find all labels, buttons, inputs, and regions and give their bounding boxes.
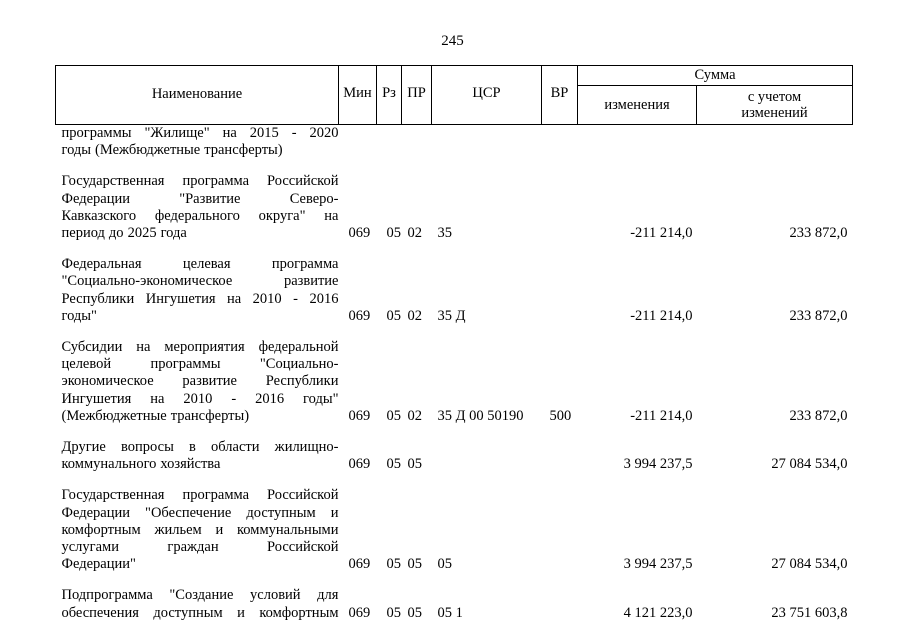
row-pr: 02: [407, 225, 422, 242]
row-total: 233 872,0: [789, 225, 848, 242]
row-name-word: годы: [61, 142, 92, 159]
row-name-word: Федерации: [61, 504, 130, 521]
row-spacer: [56, 473, 853, 487]
row-name-word: доступным: [153, 604, 223, 621]
page-number: 245: [441, 33, 464, 49]
row-csr: 35: [437, 225, 452, 242]
row-pr: 05: [407, 556, 422, 573]
row-pr: 05: [407, 456, 422, 473]
row-name-word: -: [291, 125, 297, 141]
row-name-word: программа: [182, 487, 250, 504]
row-name-line: [62, 456, 339, 473]
row-name-word: обеспечения: [61, 604, 139, 621]
row-name: [56, 125, 339, 160]
row-spacer: [56, 425, 853, 439]
table-row: [56, 487, 853, 573]
header-rz: Рз: [377, 66, 402, 125]
row-change: 3 994 237,5: [623, 556, 693, 573]
row-name-word: "Социально-экономическое: [61, 273, 233, 290]
row-name-line: [62, 505, 339, 522]
table-header: [56, 66, 853, 125]
row-vr: [542, 487, 578, 573]
row-change: 4 121 223,0: [623, 604, 693, 621]
row-name-word: доступным: [246, 504, 316, 521]
row-name-word: Республики: [61, 290, 135, 307]
row-name-word: годы": [61, 307, 97, 324]
row-name-word: "Обеспечение: [145, 504, 232, 521]
row-name-word: программы: [61, 125, 132, 141]
row-name-word: трансферты): [204, 142, 283, 159]
row-name-line: [62, 142, 339, 159]
row-name-word: "Жилище": [144, 125, 210, 141]
row-name-word: -: [231, 390, 237, 407]
row-pr: 02: [407, 307, 422, 324]
header-change: изменения: [578, 86, 697, 125]
row-name-word: "Создание: [169, 587, 234, 604]
row-name-line: [62, 391, 339, 408]
budget-table: [55, 65, 853, 622]
row-name-line: [62, 191, 339, 208]
row-rz: 05: [386, 556, 401, 573]
row-rz: 05: [386, 225, 401, 242]
row-total: 233 872,0: [789, 307, 848, 324]
row-name-line: [62, 556, 339, 573]
row-name-word: комфортным: [61, 521, 141, 538]
row-name-word: и: [237, 604, 245, 621]
row-name-word: целевая: [182, 256, 231, 273]
row-name-word: период: [61, 225, 105, 242]
row-name-word: 2020: [309, 125, 339, 141]
row-name-line: [62, 256, 339, 273]
header-vr: ВР: [542, 66, 578, 125]
row-csr: 35 Д 00 50190: [437, 407, 524, 424]
row-name-line: [62, 173, 339, 190]
row-name-word: Федерации: [61, 190, 130, 207]
row-name: [56, 339, 339, 425]
row-name-word: хозяйства: [160, 456, 221, 473]
row-name-word: и: [330, 504, 339, 521]
row-name-word: Российской: [267, 539, 339, 556]
row-rz: 05: [386, 407, 401, 424]
row-name-line: [62, 125, 339, 142]
row-name-line: [62, 587, 339, 604]
row-name: [56, 587, 339, 621]
row-name-word: федерального: [154, 207, 240, 224]
row-change: [578, 125, 697, 160]
row-name-word: Ингушетия: [145, 290, 216, 307]
row-min: 069: [348, 407, 371, 424]
row-name-line: [62, 356, 339, 373]
row-name-word: года: [160, 225, 187, 242]
row-name: [56, 439, 339, 473]
header-csr: ЦСР: [432, 66, 542, 125]
row-name-line: [62, 208, 339, 225]
row-name-word: (Межбюджетные: [95, 142, 201, 159]
row-total: 23 751 603,8: [771, 604, 848, 621]
row-change: -211 214,0: [630, 407, 693, 424]
row-change: 3 994 237,5: [623, 456, 693, 473]
row-spacer: [56, 242, 853, 256]
row-name-word: Российской: [267, 487, 339, 504]
row-name-word: развитие: [283, 273, 339, 290]
row-name-word: 2016: [309, 290, 339, 307]
row-name-line: [62, 539, 339, 556]
row-rz: 05: [386, 604, 401, 621]
row-name-word: Государственная: [61, 487, 165, 504]
row-name-word: на: [222, 125, 237, 141]
row-name-word: коммунальными: [237, 521, 339, 538]
row-change: -211 214,0: [630, 225, 693, 242]
row-name-word: программы: [150, 356, 221, 373]
table-row: [56, 587, 853, 621]
row-name-word: для: [317, 587, 339, 604]
row-name-word: 2015: [249, 125, 279, 141]
row-min: 069: [348, 556, 371, 573]
row-name-word: жилищно-: [274, 439, 339, 456]
row-total: 27 084 534,0: [771, 556, 848, 573]
row-name-line: [62, 605, 339, 622]
row-total: [697, 125, 853, 160]
row-name-word: в: [188, 439, 196, 456]
row-name-word: Федерации": [61, 556, 136, 573]
row-pr: 02: [407, 407, 422, 424]
header-pr: ПР: [402, 66, 432, 125]
row-spacer: [56, 573, 853, 587]
row-name-word: Субсидии: [61, 339, 123, 356]
row-name-word: до: [108, 225, 124, 242]
row-name-word: программа: [271, 256, 339, 273]
row-rz: 05: [386, 456, 401, 473]
row-name-word: федеральной: [258, 339, 339, 356]
row-vr: 500: [549, 407, 572, 424]
row-name-word: "Развитие: [179, 190, 241, 207]
row-name-word: Российской: [267, 173, 339, 190]
row-name-line: [62, 308, 339, 325]
row-name-line: [62, 487, 339, 504]
row-name-line: [62, 373, 339, 390]
row-name-word: на: [150, 390, 165, 407]
row-name-word: и: [215, 521, 224, 538]
row-name-word: Другие: [61, 439, 106, 456]
row-change: -211 214,0: [630, 307, 693, 324]
row-min: 069: [348, 456, 371, 473]
row-name-word: Государственная: [61, 173, 165, 190]
row-name-word: жильем: [154, 521, 202, 538]
row-spacer: [56, 159, 853, 173]
row-name-word: области: [211, 439, 260, 456]
row-name-word: мероприятия: [164, 339, 245, 356]
row-name-word: условий: [250, 587, 301, 604]
row-csr: 05: [437, 556, 452, 573]
row-pr: 05: [407, 604, 422, 621]
row-rz: 05: [386, 307, 401, 324]
row-name-word: Федеральная: [61, 256, 142, 273]
row-name-word: округа": [258, 207, 306, 224]
table-row: [56, 256, 853, 325]
row-name-word: на: [324, 207, 339, 224]
row-name-word: 2025: [127, 225, 157, 242]
row-name-word: 2010: [183, 390, 213, 407]
row-name-word: целевой: [61, 356, 112, 373]
row-name-line: [62, 439, 339, 456]
row-name-word: годы": [303, 390, 339, 407]
table-row: [56, 173, 853, 242]
table-row: [56, 125, 853, 160]
row-name-word: на: [136, 339, 151, 356]
row-rz: [377, 125, 402, 160]
row-name-word: комфортным: [259, 604, 339, 621]
row-name-word: услугами: [61, 539, 119, 556]
row-name-line: [62, 408, 339, 425]
row-name-word: Республики: [265, 373, 339, 390]
row-vr: [542, 173, 578, 242]
row-min: 069: [348, 225, 371, 242]
row-total: 27 084 534,0: [771, 456, 848, 473]
header-with-change: [697, 86, 853, 125]
row-name-word: программа: [182, 173, 250, 190]
row-name-line: [62, 339, 339, 356]
row-name-word: Ингушетия: [61, 390, 132, 407]
table-body: [56, 125, 853, 622]
row-name: [56, 173, 339, 242]
row-vr: [542, 256, 578, 325]
row-name-word: развитие: [182, 373, 237, 390]
row-name-word: Подпрограмма: [61, 587, 153, 604]
row-pr: [402, 125, 432, 160]
row-vr: [542, 125, 578, 160]
row-name-word: Кавказского: [61, 207, 137, 224]
row-name-line: [62, 291, 339, 308]
row-min: 069: [348, 307, 371, 324]
header-min: Мин: [339, 66, 377, 125]
row-name-word: граждан: [167, 539, 219, 556]
table-row: [56, 339, 853, 425]
row-vr: [542, 587, 578, 621]
row-name-word: 2016: [255, 390, 285, 407]
row-name-word: -: [293, 290, 298, 307]
row-spacer: [56, 325, 853, 339]
row-name-word: (Межбюджетные: [61, 407, 167, 424]
row-name-word: на: [226, 290, 242, 307]
row-name: [56, 487, 339, 573]
row-name-word: трансферты): [170, 407, 250, 424]
row-name-word: 2010: [252, 290, 282, 307]
row-name-line: [62, 273, 339, 290]
row-name-word: "Социально-: [259, 356, 339, 373]
row-csr: [432, 439, 542, 473]
row-csr: 35 Д: [437, 307, 466, 324]
row-csr: [432, 125, 542, 160]
row-name-word: коммунального: [61, 456, 157, 473]
row-vr: [542, 439, 578, 473]
header-name: Наименование: [56, 66, 339, 125]
row-name-word: вопросы: [121, 439, 174, 456]
row-total: 233 872,0: [789, 407, 848, 424]
header-with-change-line2: изменений: [741, 105, 808, 121]
header-with-change-line1: с учетом: [747, 89, 802, 105]
header-sum: Сумма: [578, 66, 853, 86]
row-min: 069: [348, 604, 371, 621]
table-row: [56, 439, 853, 473]
row-min: [339, 125, 377, 160]
row-csr: 05 1: [437, 604, 463, 621]
row-name-line: [62, 522, 339, 539]
row-name-word: Северо-: [289, 190, 339, 207]
row-name-line: [62, 225, 339, 242]
row-name-word: экономическое: [61, 373, 154, 390]
row-name: [56, 256, 339, 325]
